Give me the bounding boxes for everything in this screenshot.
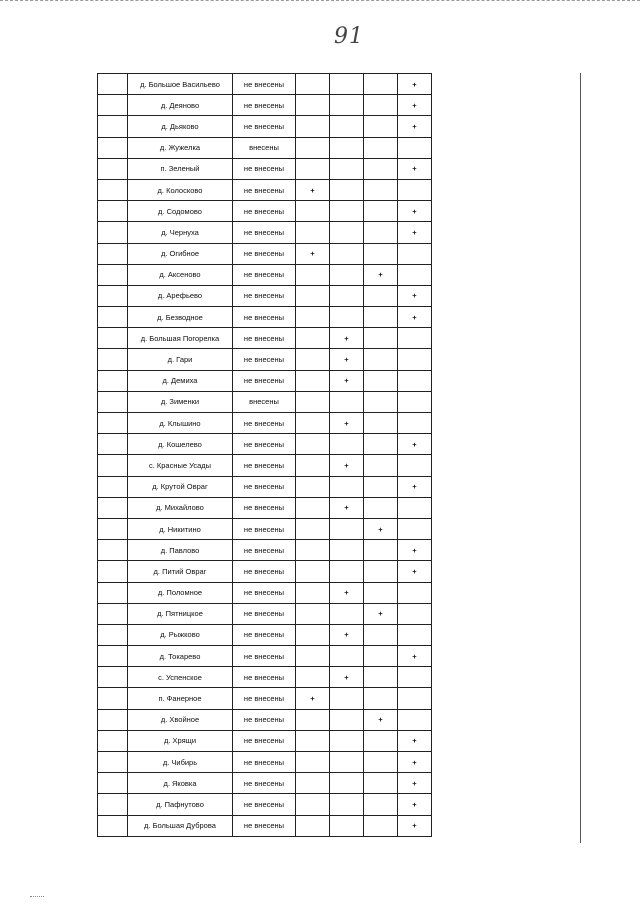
blank-cell [98,95,128,116]
mark-cell-3 [364,730,398,751]
mark-cell-4: + [398,116,432,137]
settlement-name: д. Большая Дуброва [128,815,233,836]
mark-cell-4: + [398,646,432,667]
mark-cell-3 [364,434,398,455]
table-row [98,413,432,434]
mark-cell-2 [330,773,364,794]
blank-cell [98,74,128,95]
blank-cell [98,455,128,476]
status-cell: не внесены [233,434,296,455]
status-cell: не внесены [233,349,296,370]
mark-cell-2: + [330,370,364,391]
mark-cell-1 [296,434,330,455]
table-row [98,201,432,222]
mark-cell-4: + [398,434,432,455]
mark-cell-2 [330,815,364,836]
table-row [98,709,432,730]
settlement-name: д. Чибирь [128,752,233,773]
mark-cell-1 [296,307,330,328]
right-margin-rule [580,73,581,843]
mark-cell-1 [296,540,330,561]
mark-cell-4 [398,391,432,412]
blank-cell [98,646,128,667]
mark-cell-1 [296,74,330,95]
mark-cell-3 [364,158,398,179]
mark-cell-4 [398,667,432,688]
mark-cell-1 [296,222,330,243]
status-cell: не внесены [233,285,296,306]
mark-cell-4 [398,603,432,624]
blank-cell [98,582,128,603]
table-row [98,497,432,518]
settlement-name: д. Аксеново [128,264,233,285]
status-cell: не внесены [233,455,296,476]
mark-cell-4 [398,370,432,391]
settlement-name: д. Крутой Овраг [128,476,233,497]
status-cell: не внесены [233,518,296,539]
mark-cell-1 [296,455,330,476]
mark-cell-3 [364,307,398,328]
settlement-name: д. Никитино [128,518,233,539]
mark-cell-4 [398,497,432,518]
settlement-name: д. Огибное [128,243,233,264]
settlement-name: д. Клышино [128,413,233,434]
mark-cell-1 [296,328,330,349]
mark-cell-3 [364,370,398,391]
status-cell: не внесены [233,179,296,200]
mark-cell-3 [364,179,398,200]
status-cell: не внесены [233,370,296,391]
settlements-table [97,73,432,837]
mark-cell-3 [364,624,398,645]
table-row [98,137,432,158]
mark-cell-1 [296,391,330,412]
mark-cell-2 [330,646,364,667]
mark-cell-4 [398,709,432,730]
mark-cell-1 [296,624,330,645]
status-cell: не внесены [233,688,296,709]
mark-cell-1 [296,582,330,603]
table-row [98,667,432,688]
table-row [98,518,432,539]
mark-cell-3 [364,476,398,497]
settlement-name: д. Яковка [128,773,233,794]
status-cell: не внесены [233,603,296,624]
mark-cell-2 [330,264,364,285]
table-row [98,95,432,116]
mark-cell-3 [364,74,398,95]
mark-cell-3: + [364,518,398,539]
settlement-name: д. Чернуха [128,222,233,243]
mark-cell-3 [364,137,398,158]
table-row [98,179,432,200]
mark-cell-4: + [398,74,432,95]
table-row [98,264,432,285]
status-cell: не внесены [233,74,296,95]
mark-cell-1 [296,137,330,158]
mark-cell-4: + [398,561,432,582]
mark-cell-3 [364,413,398,434]
mark-cell-4: + [398,307,432,328]
mark-cell-2 [330,434,364,455]
blank-cell [98,497,128,518]
settlement-name: д. Колосково [128,179,233,200]
table-row [98,74,432,95]
mark-cell-4 [398,582,432,603]
mark-cell-1 [296,752,330,773]
mark-cell-1 [296,709,330,730]
blank-cell [98,307,128,328]
mark-cell-2: + [330,667,364,688]
table-row [98,540,432,561]
mark-cell-2 [330,730,364,751]
mark-cell-1 [296,413,330,434]
settlements-table-body [98,74,432,837]
settlement-name: д. Хвойное [128,709,233,730]
settlement-name: д. Михайлово [128,497,233,518]
mark-cell-3 [364,667,398,688]
mark-cell-2 [330,794,364,815]
blank-cell [98,815,128,836]
blank-cell [98,773,128,794]
mark-cell-4: + [398,201,432,222]
table-row [98,307,432,328]
status-cell: не внесены [233,709,296,730]
mark-cell-3 [364,328,398,349]
mark-cell-1 [296,264,330,285]
mark-cell-2 [330,476,364,497]
mark-cell-3 [364,391,398,412]
blank-cell [98,688,128,709]
mark-cell-4 [398,179,432,200]
mark-cell-2 [330,137,364,158]
status-cell: не внесены [233,561,296,582]
settlement-name: д. Большая Погорелка [128,328,233,349]
blank-cell [98,413,128,434]
mark-cell-1 [296,497,330,518]
settlement-name: д. Рыжково [128,624,233,645]
status-cell: не внесены [233,95,296,116]
blank-cell [98,752,128,773]
mark-cell-4 [398,137,432,158]
mark-cell-2 [330,561,364,582]
status-cell: не внесены [233,624,296,645]
mark-cell-2 [330,688,364,709]
mark-cell-2: + [330,413,364,434]
mark-cell-2: + [330,328,364,349]
table-row [98,222,432,243]
mark-cell-4: + [398,95,432,116]
settlement-name: д. Гари [128,349,233,370]
status-cell: не внесены [233,497,296,518]
table-row [98,328,432,349]
table-row [98,603,432,624]
settlement-name: д. Дьяково [128,116,233,137]
table-row [98,730,432,751]
status-cell: внесены [233,391,296,412]
table-row [98,815,432,836]
table-row [98,646,432,667]
status-cell: не внесены [233,264,296,285]
table-row [98,752,432,773]
table-row [98,158,432,179]
mark-cell-4: + [398,752,432,773]
status-cell: не внесены [233,815,296,836]
blank-cell [98,794,128,815]
table-row [98,476,432,497]
mark-cell-2 [330,391,364,412]
mark-cell-2 [330,285,364,306]
status-cell: не внесены [233,540,296,561]
mark-cell-2 [330,540,364,561]
mark-cell-4: + [398,730,432,751]
mark-cell-4: + [398,285,432,306]
status-cell: не внесены [233,667,296,688]
mark-cell-1 [296,201,330,222]
mark-cell-3 [364,540,398,561]
status-cell: не внесены [233,646,296,667]
blank-cell [98,222,128,243]
blank-cell [98,158,128,179]
mark-cell-1 [296,561,330,582]
table-row [98,391,432,412]
settlement-name: д. Демиха [128,370,233,391]
blank-cell [98,201,128,222]
mark-cell-4 [398,349,432,370]
status-cell: не внесены [233,476,296,497]
table-row [98,773,432,794]
mark-cell-4: + [398,773,432,794]
blank-cell [98,667,128,688]
corner-dots [30,896,44,897]
mark-cell-1 [296,285,330,306]
settlement-name: д. Деяново [128,95,233,116]
status-cell: не внесены [233,730,296,751]
blank-cell [98,179,128,200]
mark-cell-4: + [398,815,432,836]
table-row [98,561,432,582]
mark-cell-4: + [398,222,432,243]
status-cell: не внесены [233,752,296,773]
blank-cell [98,391,128,412]
status-cell: не внесены [233,307,296,328]
mark-cell-1 [296,730,330,751]
blank-cell [98,476,128,497]
settlement-name: п. Фанерное [128,688,233,709]
mark-cell-1: + [296,688,330,709]
settlement-name: д. Токарево [128,646,233,667]
mark-cell-3 [364,561,398,582]
mark-cell-1 [296,349,330,370]
table-row [98,455,432,476]
settlement-name: п. Зеленый [128,158,233,179]
mark-cell-4 [398,413,432,434]
handwritten-page-number: 91 [334,24,364,49]
settlement-name: д. Большое Васильево [128,74,233,95]
settlement-name: д. Содомово [128,201,233,222]
table-row [98,582,432,603]
blank-cell [98,709,128,730]
mark-cell-1 [296,794,330,815]
mark-cell-1 [296,158,330,179]
status-cell: не внесены [233,413,296,434]
mark-cell-3 [364,243,398,264]
mark-cell-2 [330,307,364,328]
mark-cell-1 [296,476,330,497]
mark-cell-3 [364,95,398,116]
table-row [98,370,432,391]
mark-cell-1: + [296,179,330,200]
mark-cell-1 [296,646,330,667]
mark-cell-3 [364,752,398,773]
mark-cell-4: + [398,476,432,497]
table-row [98,794,432,815]
status-cell: не внесены [233,116,296,137]
blank-cell [98,285,128,306]
mark-cell-2: + [330,582,364,603]
table-row [98,349,432,370]
mark-cell-4 [398,264,432,285]
mark-cell-3 [364,222,398,243]
table-row [98,243,432,264]
table-row [98,688,432,709]
mark-cell-3 [364,349,398,370]
status-cell: не внесены [233,773,296,794]
mark-cell-4 [398,243,432,264]
mark-cell-3: + [364,603,398,624]
mark-cell-3 [364,815,398,836]
status-cell: не внесены [233,582,296,603]
status-cell: не внесены [233,158,296,179]
blank-cell [98,540,128,561]
mark-cell-3 [364,773,398,794]
mark-cell-4 [398,455,432,476]
mark-cell-2 [330,74,364,95]
mark-cell-2: + [330,349,364,370]
mark-cell-1 [296,116,330,137]
mark-cell-2 [330,709,364,730]
status-cell: не внесены [233,328,296,349]
mark-cell-1 [296,95,330,116]
mark-cell-3 [364,116,398,137]
settlement-name: д. Зименки [128,391,233,412]
top-edge-rule [0,0,640,1]
settlement-name: д. Поломное [128,582,233,603]
table-row [98,434,432,455]
status-cell: не внесены [233,201,296,222]
blank-cell [98,137,128,158]
status-cell: внесены [233,137,296,158]
mark-cell-2: + [330,624,364,645]
settlement-name: д. Павлово [128,540,233,561]
mark-cell-4: + [398,158,432,179]
blank-cell [98,349,128,370]
table-row [98,285,432,306]
mark-cell-3 [364,794,398,815]
mark-cell-1 [296,603,330,624]
settlement-name: д. Кошелево [128,434,233,455]
blank-cell [98,730,128,751]
settlement-name: д. Питий Овраг [128,561,233,582]
mark-cell-2: + [330,497,364,518]
blank-cell [98,518,128,539]
settlement-name: д. Жужелка [128,137,233,158]
settlement-name: с. Красные Усады [128,455,233,476]
blank-cell [98,434,128,455]
blank-cell [98,624,128,645]
mark-cell-2 [330,243,364,264]
blank-cell [98,328,128,349]
table-row [98,116,432,137]
settlement-name: д. Безводное [128,307,233,328]
mark-cell-3 [364,582,398,603]
mark-cell-3: + [364,264,398,285]
mark-cell-3 [364,646,398,667]
blank-cell [98,603,128,624]
mark-cell-4: + [398,540,432,561]
mark-cell-1 [296,370,330,391]
mark-cell-3 [364,285,398,306]
mark-cell-4 [398,328,432,349]
mark-cell-2: + [330,455,364,476]
mark-cell-4 [398,688,432,709]
mark-cell-4: + [398,794,432,815]
blank-cell [98,561,128,582]
blank-cell [98,370,128,391]
status-cell: не внесены [233,243,296,264]
settlement-name: д. Пафнутово [128,794,233,815]
mark-cell-1 [296,518,330,539]
mark-cell-2 [330,222,364,243]
status-cell: не внесены [233,794,296,815]
mark-cell-1 [296,667,330,688]
mark-cell-1: + [296,243,330,264]
mark-cell-3 [364,497,398,518]
blank-cell [98,264,128,285]
mark-cell-3 [364,688,398,709]
table-row [98,624,432,645]
mark-cell-4 [398,624,432,645]
mark-cell-1 [296,773,330,794]
mark-cell-3 [364,455,398,476]
blank-cell [98,116,128,137]
mark-cell-3: + [364,709,398,730]
mark-cell-2 [330,603,364,624]
blank-cell [98,243,128,264]
settlement-name: с. Успенское [128,667,233,688]
mark-cell-1 [296,815,330,836]
settlement-name: д. Пятницкое [128,603,233,624]
settlement-name: д. Хрящи [128,730,233,751]
mark-cell-2 [330,518,364,539]
status-cell: не внесены [233,222,296,243]
mark-cell-2 [330,158,364,179]
mark-cell-2 [330,179,364,200]
mark-cell-3 [364,201,398,222]
mark-cell-4 [398,518,432,539]
settlement-name: д. Арефьево [128,285,233,306]
mark-cell-2 [330,116,364,137]
mark-cell-2 [330,752,364,773]
mark-cell-2 [330,95,364,116]
mark-cell-2 [330,201,364,222]
